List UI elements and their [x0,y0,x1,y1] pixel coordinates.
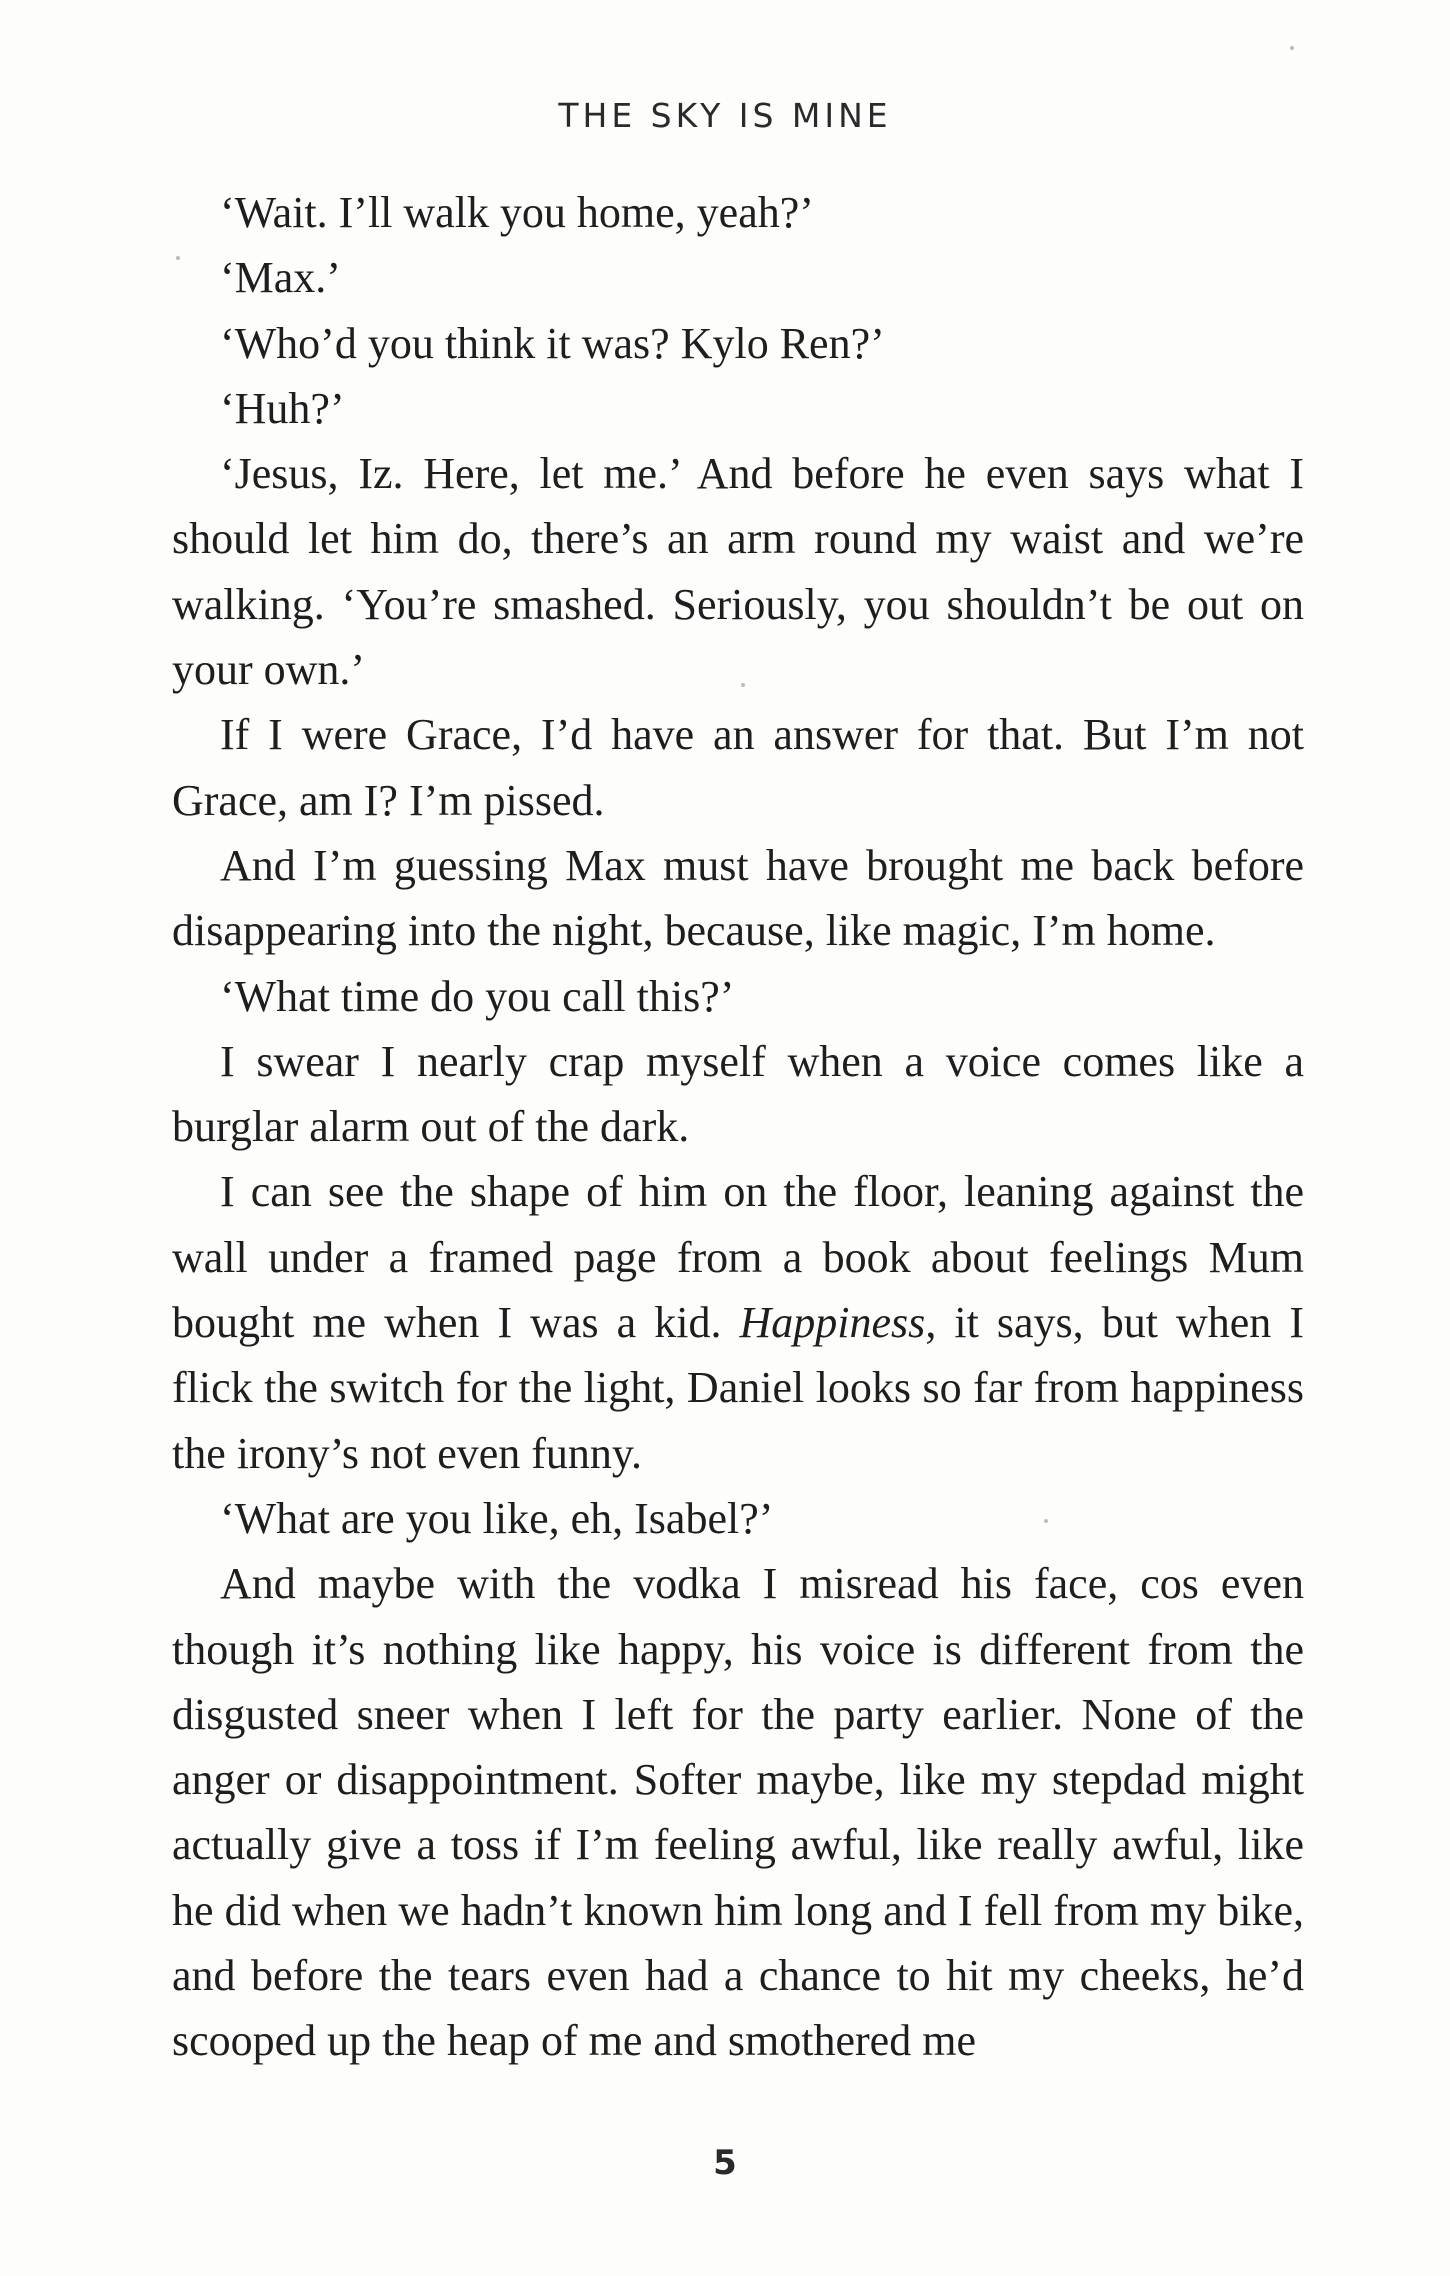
paragraph: And I’m guessing Max must have brought me back before disappearing into the night, because, like magic, I’m home. [172,840,1304,956]
running-head: THE SKY IS MINE [558,96,892,135]
page-number: 5 [713,2143,737,2183]
scan-speck [741,683,745,687]
paragraph: ‘What time do you call this?’ [220,971,735,1021]
scan-speck [1290,46,1294,50]
paragraph: And maybe with the vodka I misread his face, cos even though it’s nothing like happy, his voice is different from the disgusted sneer when I left for the party earlier. None of the anger or disappointment. Softer maybe, like my stepdad might actually give a toss if I’m feeling awful, like really awful, like he did when we hadn’t known him long and I fell from my bike, and before the tears even had a chance to hit my cheeks, he’d scooped up the heap of me and smothered me [172,1559,1304,2066]
italic-word: Happiness [739,1298,926,1348]
paragraph-text: I can see the shape of him on the floor, leaning against the wall under a framed page from a book about feelings Mum bought me when I was a kid. [172,1167,1304,1348]
paragraph: ‘Jesus, Iz. Here, let me.’ And before he even says what I should let him do, there’s an arm round my waist and we’re walking. ‘You’re smashed. Seriously, you shouldn’t be out on your own.’ [172,449,1304,695]
paragraph-text: , it says, but when I flick the switch for the light, Daniel looks so far from happiness the irony’s not even funny. [172,1298,1305,1478]
scan-speck [1044,1519,1048,1523]
paragraph: ‘Huh?’ [220,383,345,433]
paragraph: ‘Max.’ [220,253,341,303]
paragraph: ‘What are you like, eh, Isabel?’ [220,1493,774,1543]
paragraph: I swear I nearly crap myself when a voice comes like a burglar alarm out of the dark. [172,1036,1304,1152]
paragraph: ‘Wait. I’ll walk you home, yeah?’ [220,188,814,237]
paragraph: ‘Who’d you think it was? Kylo Ren?’ [220,318,885,368]
paragraph: If I were Grace, I’d have an answer for that. But I’m not Grace, am I? I’m pissed. [172,710,1304,825]
scan-speck [176,256,180,260]
paragraph [172,1159,1304,1485]
body-text [172,180,1304,2074]
